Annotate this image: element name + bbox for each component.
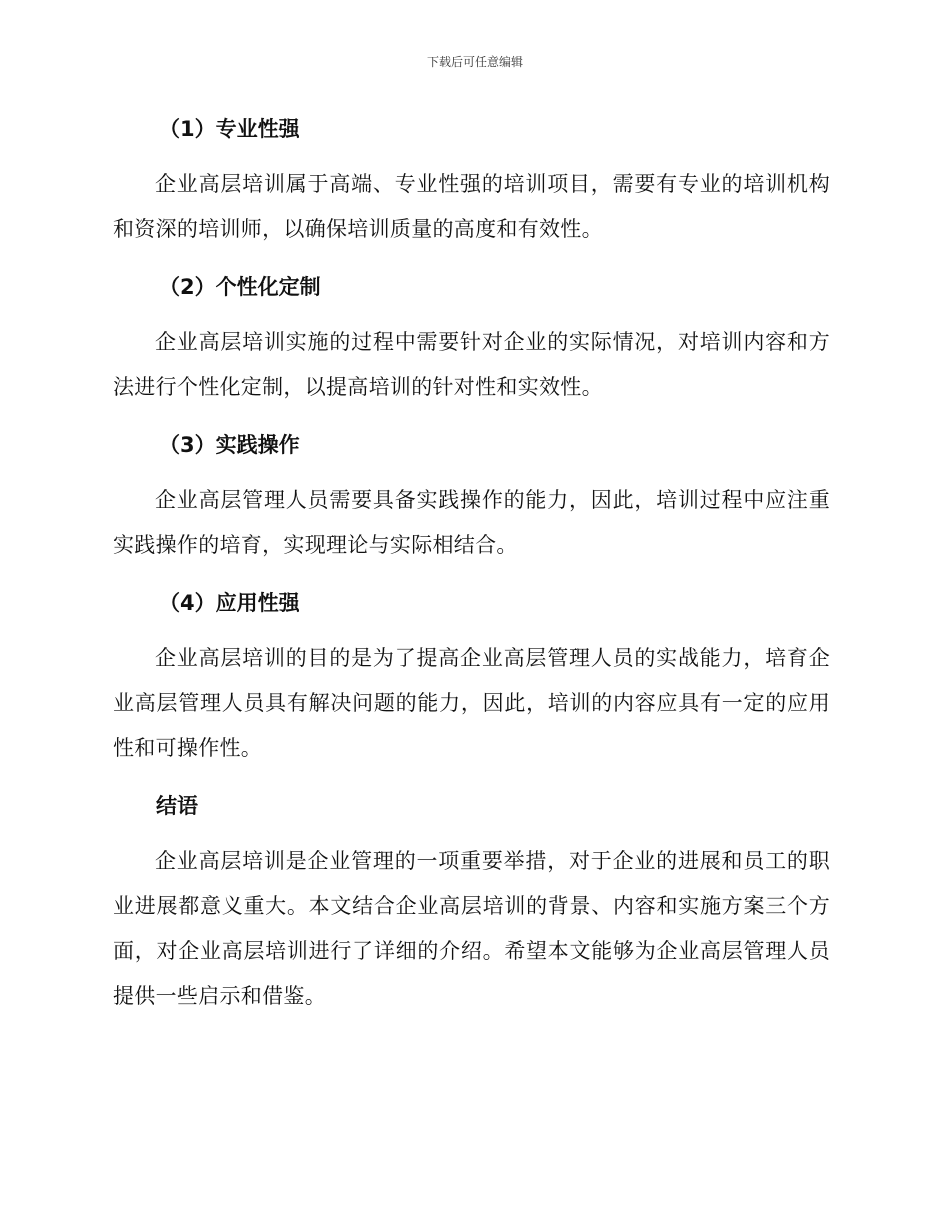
section-paragraph-professional: 企业高层培训属于高端、专业性强的培训项目，需要有专业的培训机构和资深的培训师，以确保培训质量的高度和有效性。 bbox=[113, 172, 830, 241]
section-heading-customization: （2）个性化定制 bbox=[159, 275, 321, 299]
section-paragraph-application: 企业高层培训的目的是为了提高企业高层管理人员的实战能力，培育企业高层管理人员具有解决问题的能力，因此，培训的内容应具有一定的应用性和可操作性。 bbox=[113, 646, 830, 760]
section-paragraph-customization: 企业高层培训实施的过程中需要针对企业的实际情况，对培训内容和方法进行个性化定制，以提高培训的针对性和实效性。 bbox=[113, 330, 830, 399]
section-heading-conclusion: 结语 bbox=[156, 794, 198, 818]
document-body bbox=[113, 108, 830, 1033]
section-paragraph-conclusion: 企业高层培训是企业管理的一项重要举措，对于企业的进展和员工的职业进展都意义重大。本文结合企业高层培训的背景、内容和实施方案三个方面，对企业高层培训进行了详细的介绍。希望本文能够为企业高层管理人员提供一些启示和借鉴。 bbox=[113, 849, 830, 1008]
section-heading-practice: （3）实践操作 bbox=[159, 433, 300, 457]
section-heading-professional: （1）专业性强 bbox=[159, 117, 300, 141]
section-heading-application: （4）应用性强 bbox=[159, 591, 300, 615]
header-note: 下载后可任意编辑 bbox=[426, 55, 523, 69]
section-paragraph-practice: 企业高层管理人员需要具备实践操作的能力，因此，培训过程中应注重实践操作的培育，实现理论与实际相结合。 bbox=[113, 488, 830, 557]
